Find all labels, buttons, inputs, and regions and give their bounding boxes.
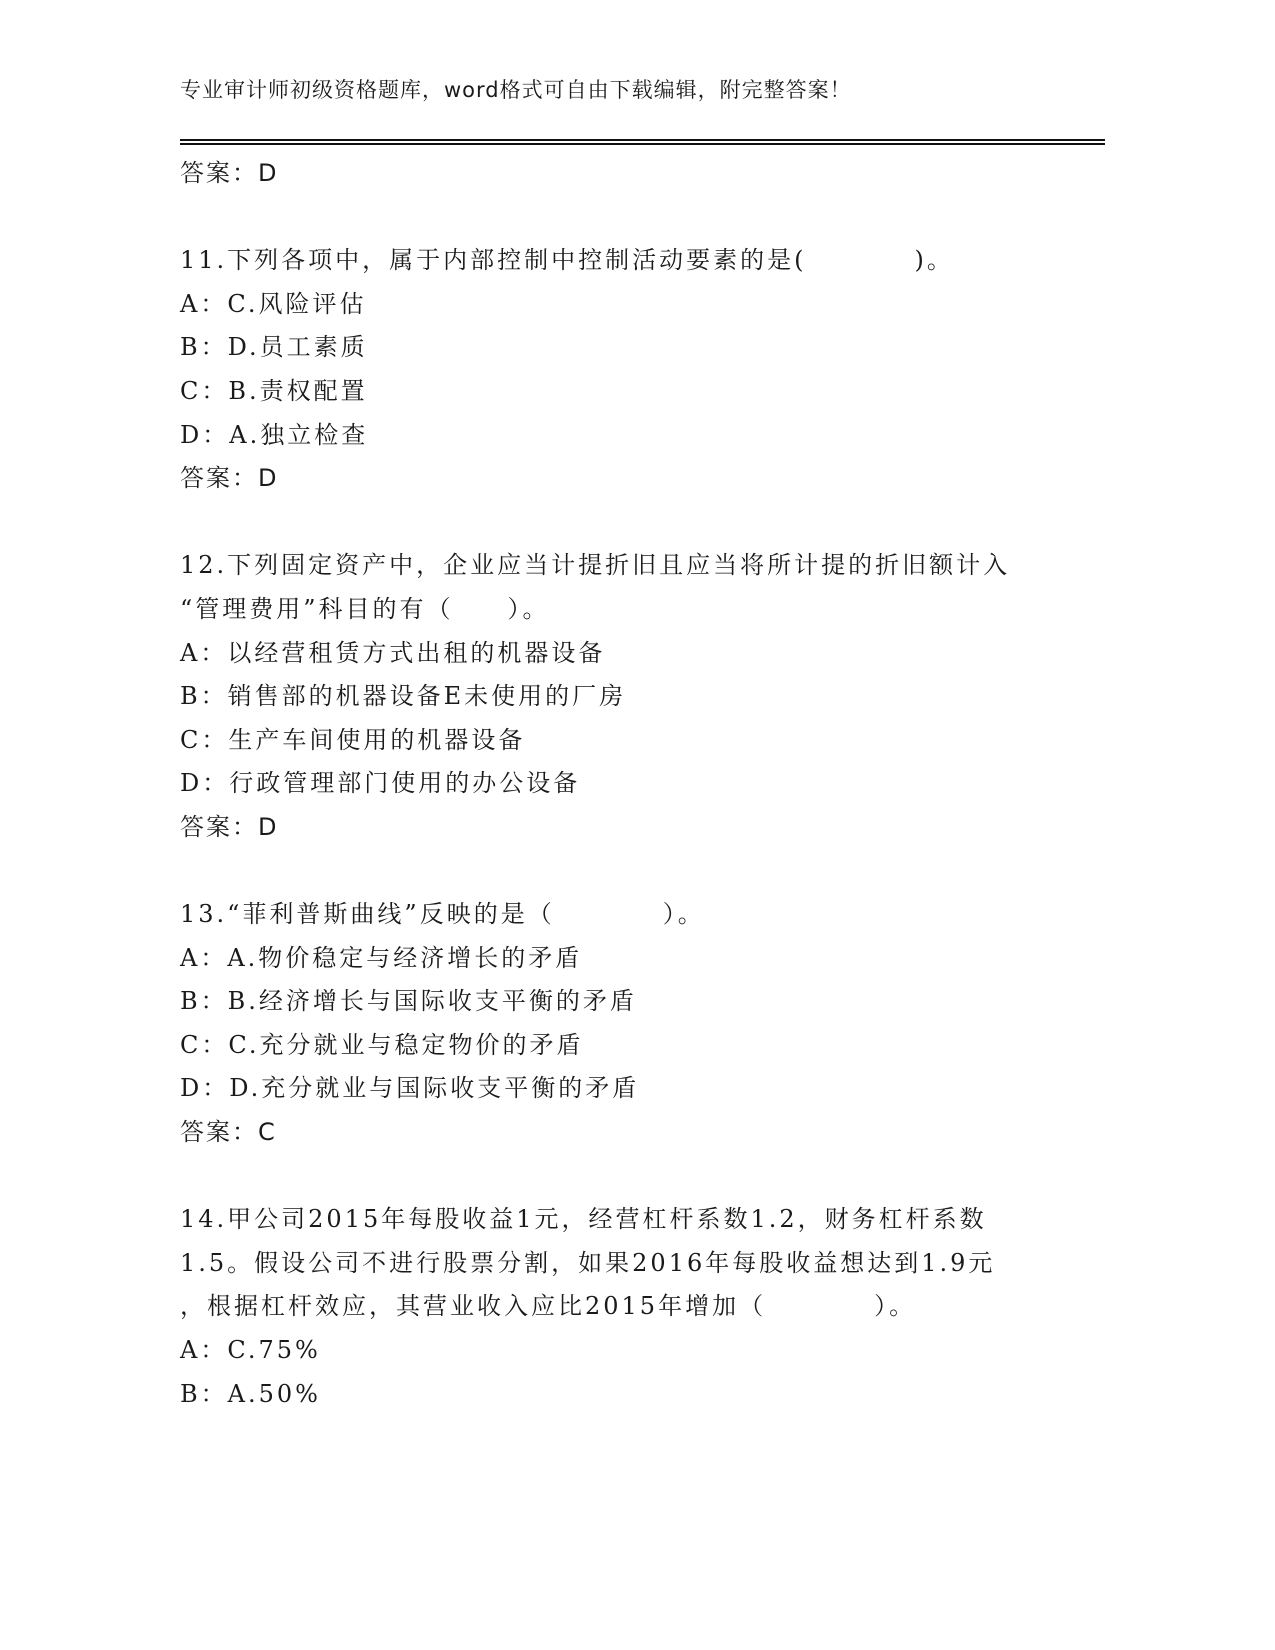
page-header: 专业审计师初级资格题库，word格式可自由下载编辑，附完整答案！ [180, 78, 852, 102]
header-rule-top [180, 139, 1105, 141]
option-a: A：以经营租赁方式出租的机器设备 [180, 638, 606, 667]
question-text: 14.甲公司2015年每股收益1元，经营杠杆系数1.2，财务杠杆系数 [180, 1205, 987, 1234]
previous-answer: 答案：D [180, 159, 279, 187]
option-d: D：A.独立检查 [180, 420, 369, 449]
question-text: 13.“菲利普斯曲线”反映的是（ ）。 [180, 900, 705, 929]
option-a: A：C.75% [180, 1336, 321, 1365]
header-rule-bottom [180, 143, 1105, 145]
question-block [180, 893, 1100, 1155]
question-block [180, 239, 1100, 501]
spacer [180, 850, 1100, 894]
question-text: ，根据杠杆效应，其营业收入应比2015年增加（ ）。 [180, 1292, 917, 1321]
question-text: “管理费用”科目的有（ ）。 [180, 594, 550, 623]
option-d: D：D.充分就业与国际收支平衡的矛盾 [180, 1074, 640, 1103]
spacer [180, 196, 1100, 240]
option-c: C：生产车间使用的机器设备 [180, 725, 526, 754]
answer-line: 答案：D [180, 812, 279, 841]
option-b: B：D.员工素质 [180, 333, 368, 362]
option-c: C：B.责权配置 [180, 376, 368, 405]
option-d: D：行政管理部门使用的办公设备 [180, 769, 581, 798]
spacer [180, 501, 1100, 545]
answer-line: 答案：C [180, 1118, 277, 1147]
question-text: 12.下列固定资产中，企业应当计提折旧且应当将所计提的折旧额计入 [180, 551, 1011, 580]
question-text: 1.5。假设公司不进行股票分割，如果2016年每股收益想达到1.9元 [180, 1248, 996, 1277]
option-b: B：B.经济增长与国际收支平衡的矛盾 [180, 987, 637, 1016]
answer-line: 答案：D [180, 464, 279, 493]
option-b: B：销售部的机器设备E未使用的厂房 [180, 682, 627, 711]
question-block [180, 1198, 1100, 1416]
spacer [180, 1155, 1100, 1199]
question-text: 11.下列各项中，属于内部控制中控制活动要素的是( )。 [180, 246, 954, 275]
option-b: B：A.50% [180, 1379, 321, 1408]
option-c: C：C.充分就业与稳定物价的矛盾 [180, 1030, 584, 1059]
question-list [180, 152, 1100, 1416]
question-block [180, 544, 1100, 849]
option-a: A：A.物价稳定与经济增长的矛盾 [180, 943, 583, 972]
option-a: A：C.风险评估 [180, 289, 367, 318]
